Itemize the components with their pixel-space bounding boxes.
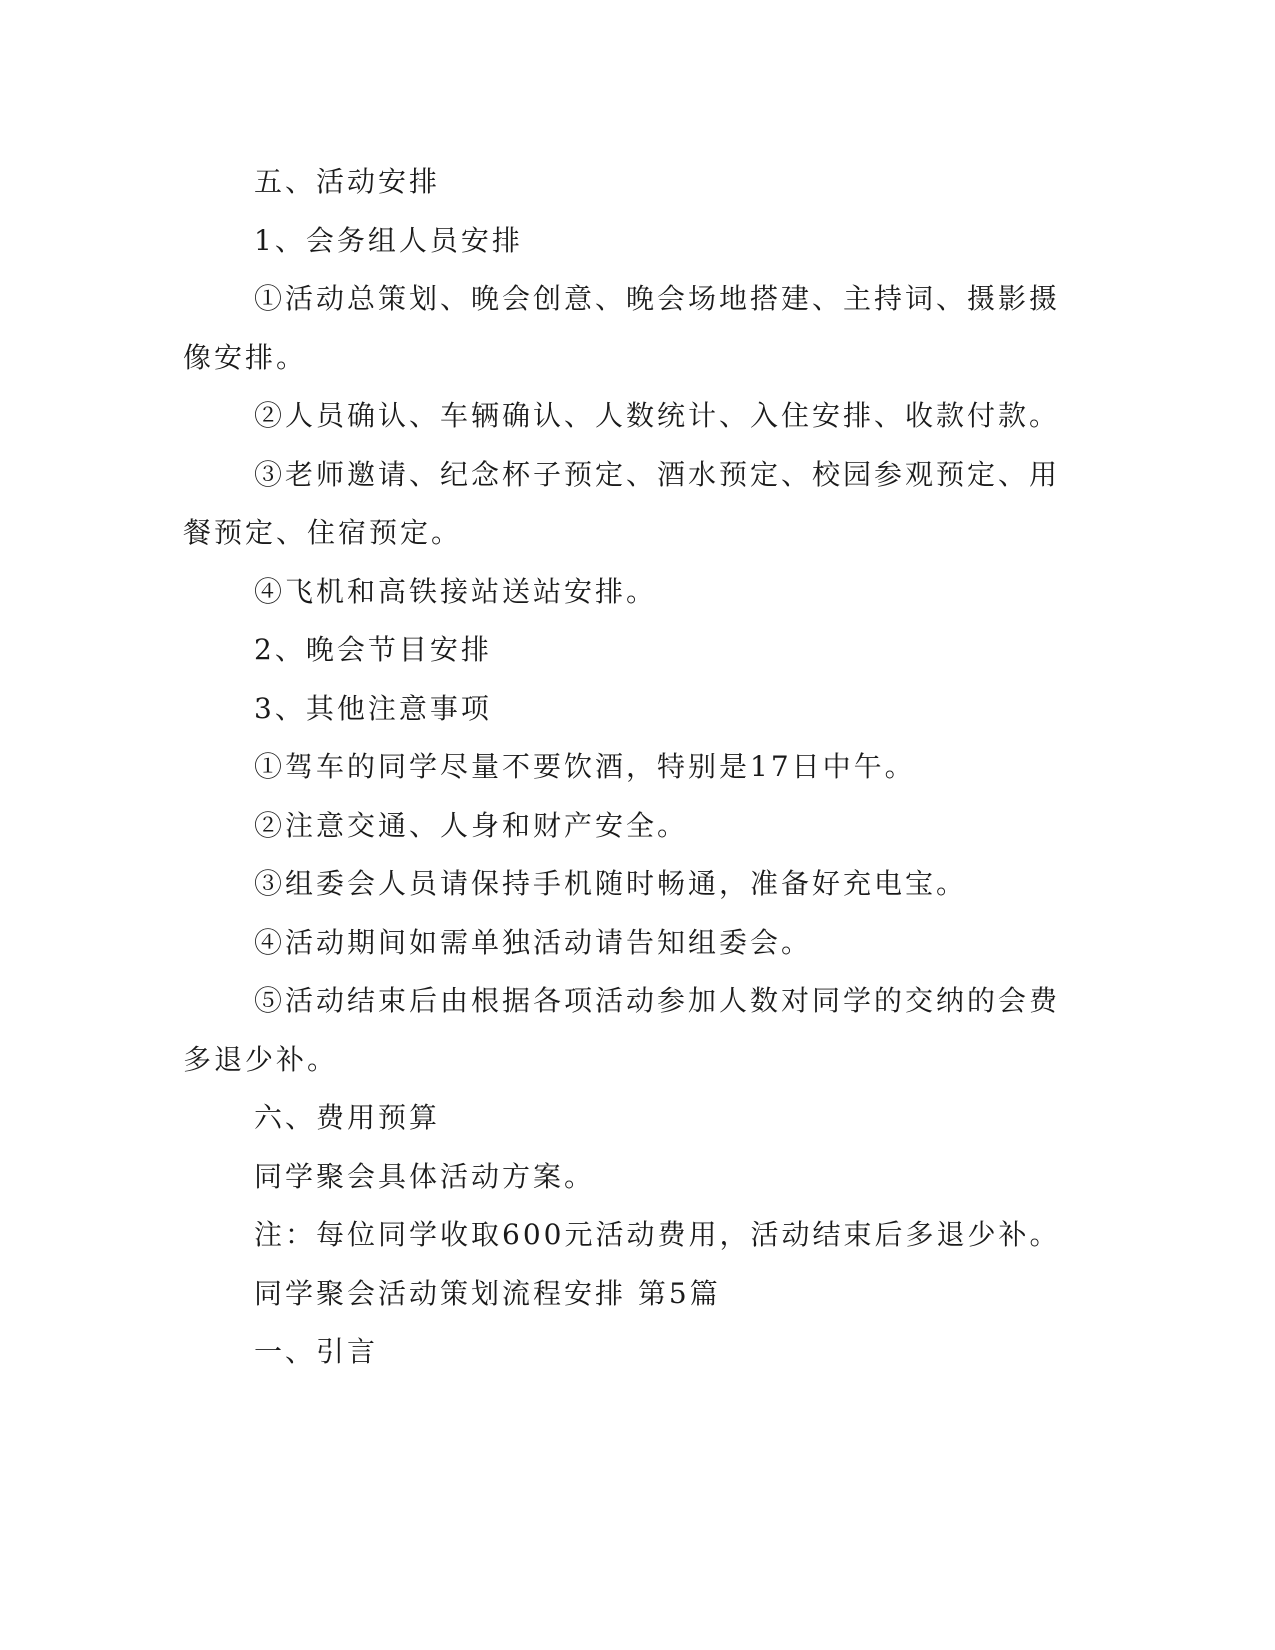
document-body xyxy=(183,153,1063,1382)
section-heading-activity-arrangement: 五、活动安排 xyxy=(254,165,441,198)
list-item: ②人员确认、车辆确认、人数统计、入住安排、收款付款。 xyxy=(254,399,1061,432)
subheading-other-notes: 3、其他注意事项 xyxy=(254,691,492,725)
subheading-program-arrangement: 2、晚会节目安排 xyxy=(254,633,492,666)
list-item: ④活动期间如需单独活动请告知组委会。 xyxy=(254,925,813,959)
section-heading-budget: 六、费用预算 xyxy=(254,1101,441,1134)
list-item: ②注意交通、人身和财产安全。 xyxy=(254,808,689,842)
section-heading-introduction: 一、引言 xyxy=(254,1335,379,1368)
list-item: ④飞机和高铁接站送站安排。 xyxy=(254,574,658,608)
subheading-staff-arrangement: 1、会务组人员安排 xyxy=(254,223,523,257)
list-item: ①驾车的同学尽量不要饮酒，特别是17日中午。 xyxy=(254,750,916,783)
article-title: 同学聚会活动策划流程安排 第5篇 xyxy=(254,1276,721,1310)
list-item: ⑤活动结束后由根据各项活动参加人数对同学的交纳的会费多退少补。 xyxy=(183,984,1061,1076)
list-item: ①活动总策划、晚会创意、晚会场地搭建、主持词、摄影摄像安排。 xyxy=(183,282,1061,374)
body-paragraph: 同学聚会具体活动方案。 xyxy=(254,1159,596,1193)
note-paragraph: 注：每位同学收取600元活动费用，活动结束后多退少补。 xyxy=(254,1218,1061,1251)
list-item: ③老师邀请、纪念杯子预定、酒水预定、校园参观预定、用餐预定、住宿预定。 xyxy=(183,457,1061,549)
list-item: ③组委会人员请保持手机随时畅通，准备好充电宝。 xyxy=(254,867,968,900)
